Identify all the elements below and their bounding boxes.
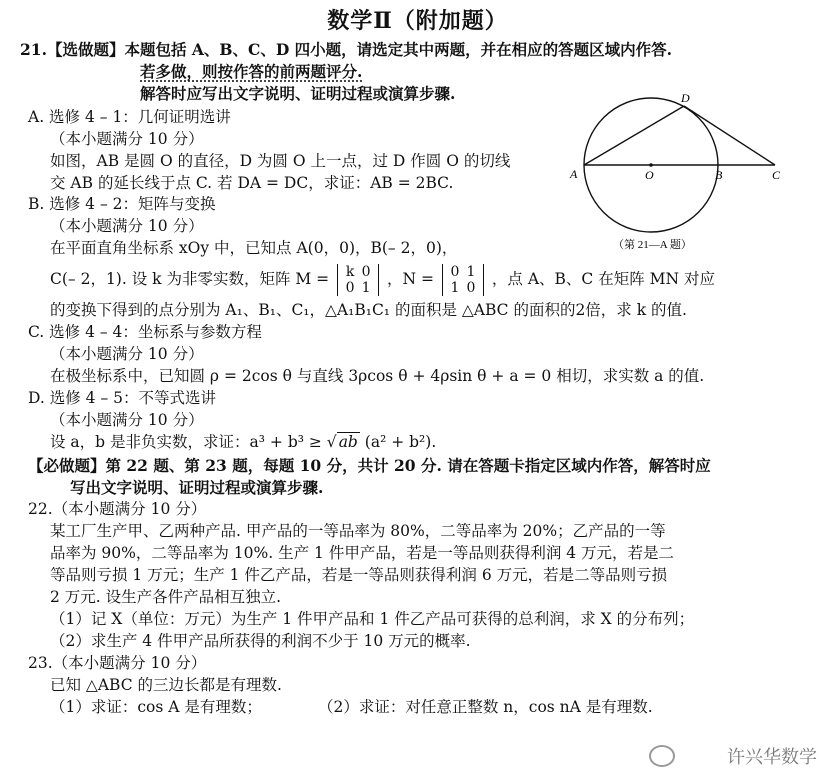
q21c-text-1: 在极坐标系中，已知圆 ρ = 2cos θ 与直线 3ρcos θ + 4ρsin θ + a = 0 相切，求实数 a 的值. [50, 367, 705, 385]
q21a-score: （本小题满分 10 分） [50, 130, 204, 148]
label-d: D [681, 91, 690, 105]
matrix-n-22: 0 [466, 280, 476, 296]
required-line-1: 【必做题】第 22 题、第 23 题，每题 10 分，共计 20 分. 请在答题卡指定区域内作答，解答时应 [28, 456, 711, 475]
matrix-m-22: 1 [361, 280, 371, 296]
label-a: A [570, 167, 578, 181]
line-dc [684, 106, 775, 165]
q21b-text-2 [50, 262, 715, 296]
q21-line3: 解答时应写出文字说明、证明过程或演算步骤. [140, 84, 456, 103]
q22-text-4: 2 万元. 设生产各件产品相互独立. [50, 588, 282, 606]
q21-heading: 21.【选做题】本题包括 A、B、C、D 四小题，请选定其中两题，并在相应的答题区域内作答. [20, 40, 673, 59]
q21b-score: （本小题满分 10 分） [50, 217, 204, 235]
q21d-title: D. 选修 4 – 5：不等式选讲 [28, 389, 216, 407]
q22-part-2: （2）求生产 4 件甲产品所获得的利润不少于 10 万元的概率. [50, 632, 471, 650]
q21d-score: （本小题满分 10 分） [50, 411, 204, 429]
q21b-text-3: 的变换下得到的点分别为 A₁、B₁、C₁，△A₁B₁C₁ 的面积是 △ABC 的面积的2倍，求 k 的值. [50, 301, 687, 319]
q23-part-2: （2）求证：对任意正整数 n，cos nA 是有理数. [318, 698, 653, 716]
q21b-title: B. 选修 4 – 2：矩阵与变换 [28, 195, 216, 213]
q21a-text-1: 如图，AB 是圆 O 的直径，D 为圆 O 上一点，过 D 作圆 O 的切线 [50, 152, 511, 170]
q22-text-2: 品率为 90%，二等品率为 10%. 生产 1 件甲产品，若是一等品则获得利润 4 万元，若是二 [50, 544, 675, 562]
q22-part-1: （1）记 X（单位：万元）为生产 1 件甲产品和 1 件乙产品可获得的总利润，求 X 的分布列； [50, 610, 695, 628]
q21a-text-2: 交 AB 的延长线于点 C. 若 DA = DC，求证：AB = 2BC. [50, 174, 454, 192]
q21c-title: C. 选修 4 – 4：坐标系与参数方程 [28, 323, 262, 341]
q21b-text-2c: ，点 A、B、C 在矩阵 MN 对应 [491, 270, 715, 288]
page-title: 数学Ⅱ（附加题） [327, 8, 508, 34]
center-point [649, 163, 653, 167]
label-o: O [645, 168, 654, 182]
matrix-n-21: 1 [450, 280, 460, 296]
matrix-n [442, 264, 484, 296]
q21b-text-2a: C(– 2，1). 设 k 为非零实数，矩阵 M = [50, 270, 330, 288]
q21c-score: （本小题满分 10 分） [50, 345, 204, 363]
required-line-2: 写出文字说明、证明过程或演算步骤. [70, 478, 324, 497]
q22-text-1: 某工厂生产甲、乙两种产品. 甲产品的一等品率为 80%，二等品率为 20%；乙产品的一等 [50, 522, 666, 540]
q21d-text-1b: (a² + b²). [364, 433, 437, 451]
q22-heading: 22.（本小题满分 10 分） [28, 500, 207, 518]
matrix-m [337, 264, 379, 296]
figure-caption: （第 21—A 题） [613, 239, 692, 251]
line-ad [584, 106, 684, 165]
matrix-m-12: 0 [361, 264, 371, 280]
q21d-text-1: 设 a，b 是非负实数，求证：a³ + b³ ≥ √ ab (a² + b²). [50, 433, 437, 451]
q21d-text-1a: 设 a，b 是非负实数，求证：a³ + b³ ≥ [50, 433, 322, 451]
sqrt-ab: ab [338, 433, 358, 451]
q23-part-1: （1）求证：cos A 是有理数； [50, 698, 262, 716]
q22-text-3: 等品则亏损 1 万元；生产 1 件乙产品，若是一等品则获得利润 6 万元，若是二等品则亏损 [50, 566, 668, 584]
geometry-figure [565, 88, 795, 263]
label-c: C [772, 168, 781, 182]
watermark: 许兴华数学 [727, 747, 817, 768]
q21-line2: 若多做，则按作答的前两题评分. [140, 62, 363, 81]
matrix-n-11: 0 [450, 264, 460, 280]
q21b-text-2b: ，N = [387, 270, 435, 288]
matrix-m-11: k [345, 264, 355, 280]
q21a-title: A. 选修 4 – 1：几何证明选讲 [28, 108, 231, 126]
q23-heading: 23.（本小题满分 10 分） [28, 654, 207, 672]
label-b: B [715, 168, 723, 182]
matrix-m-21: 0 [345, 280, 355, 296]
wechat-icon [649, 745, 675, 767]
q23-text-1: 已知 △ABC 的三边长都是有理数. [50, 676, 282, 694]
matrix-n-12: 1 [466, 264, 476, 280]
q21b-text-1: 在平面直角坐标系 xOy 中，已知点 A(0，0)，B(– 2，0)， [50, 239, 458, 257]
